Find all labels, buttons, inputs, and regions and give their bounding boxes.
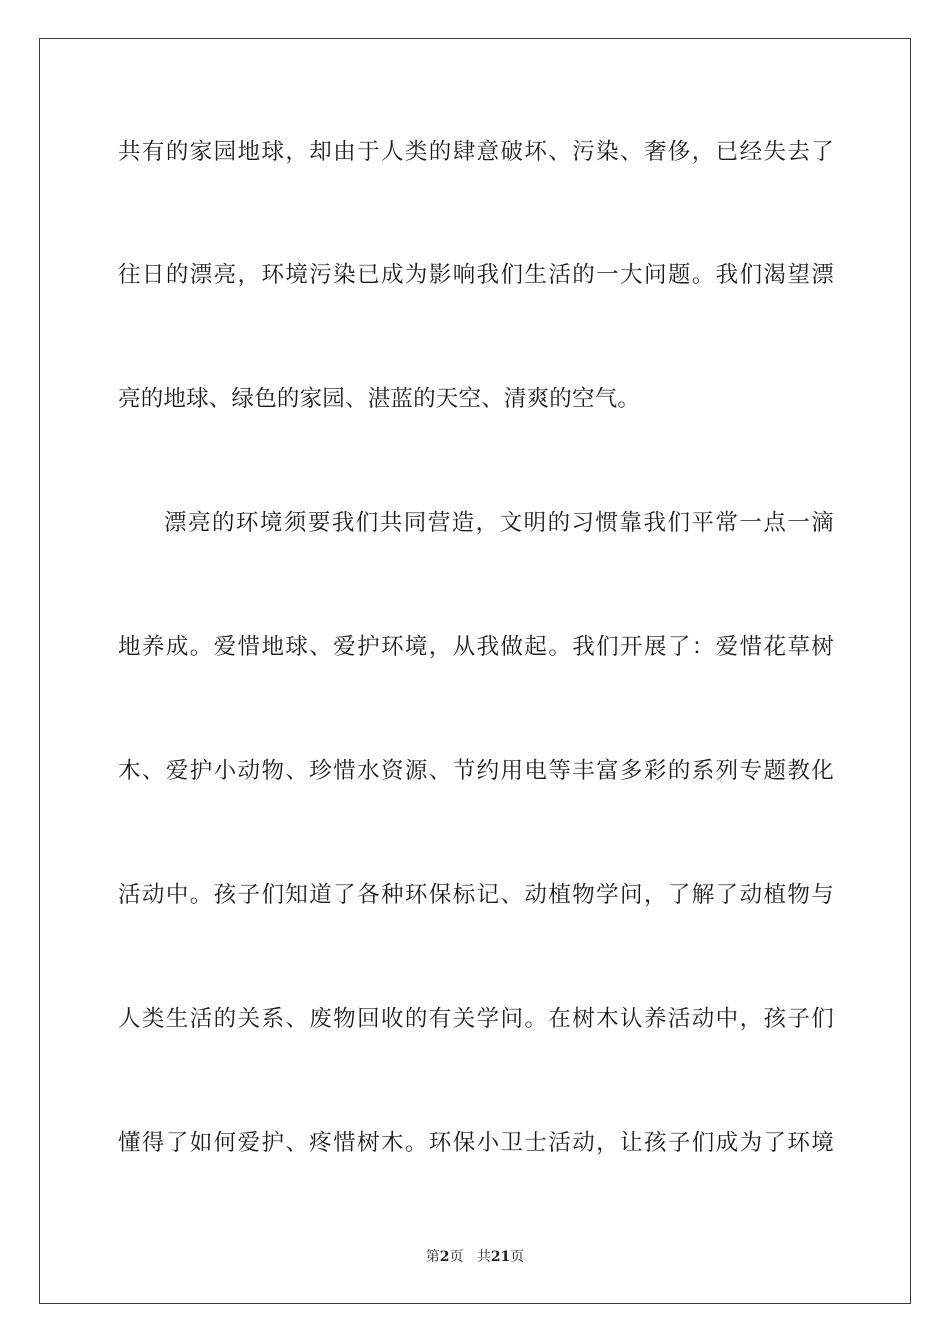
body-line-5: 地养成。爱惜地球、爱护环境，从我做起。我们开展了：爱惜花草树 [118,634,834,660]
body-line-6: 木、爱护小动物、珍惜水资源、节约用电等丰富多彩的系列专题教化 [118,758,834,784]
current-page-number: 2 [439,1249,450,1265]
total-prefix: 共 [476,1249,491,1265]
page-footer [0,1248,950,1266]
body-line-9: 懂得了如何爱护、疼惜树木。环保小卫士活动，让孩子们成为了环境 [118,1130,834,1156]
body-line-3: 亮的地球、绿色的家园、湛蓝的天空、清爽的空气。 [118,386,641,412]
body-line-2: 往日的漂亮，环境污染已成为影响我们生活的一大问题。我们渴望漂 [118,262,834,288]
body-line-7: 活动中。孩子们知道了各种环保标记、动植物学问，了解了动植物与 [118,882,834,908]
body-line-1: 共有的家园地球，却由于人类的肆意破坏、污染、奢侈，已经失去了 [118,139,834,165]
total-suffix: 页 [510,1249,525,1265]
total-pages-number: 21 [490,1249,511,1265]
page-border [39,38,911,1304]
page-prefix: 第 [425,1249,440,1265]
body-line-4: 漂亮的环境须要我们共同营造，文明的习惯靠我们平常一点一滴 [164,510,834,536]
body-line-8: 人类生活的关系、废物回收的有关学问。在树木认养活动中，孩子们 [118,1006,834,1032]
page-suffix: 页 [449,1249,464,1265]
